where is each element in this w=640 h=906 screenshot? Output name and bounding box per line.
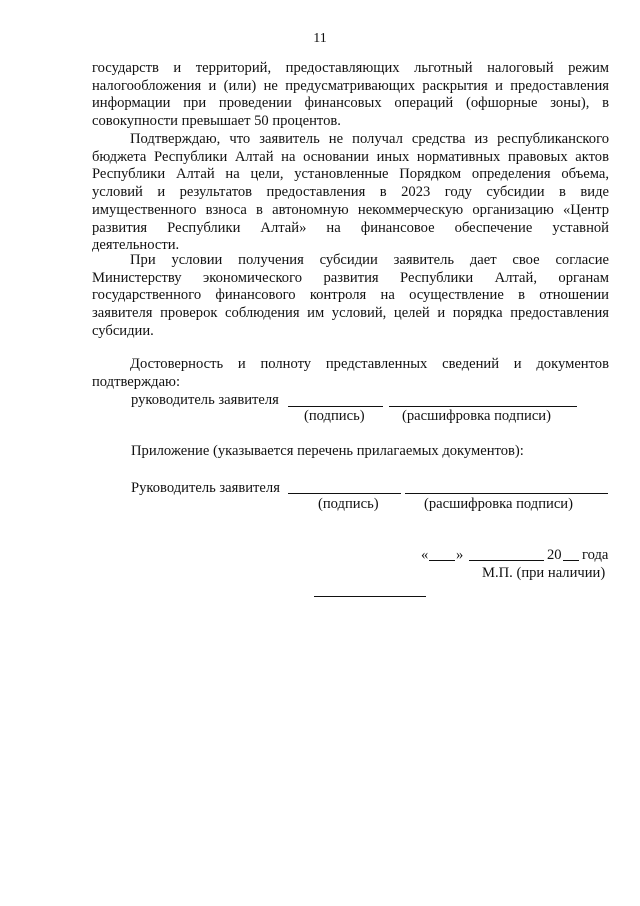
signature1-caption-decoding: (расшифровка подписи) — [402, 408, 551, 424]
text-line: Достоверность и полноту представленных сведений и документов — [130, 356, 609, 372]
date-month-line — [469, 560, 544, 561]
text-line: Министерству экономического развития Республики Алтай, органам — [92, 269, 609, 286]
signature1-decoding-line — [389, 406, 577, 407]
text-line: подтверждаю: — [92, 373, 181, 390]
paragraph-accuracy — [92, 356, 609, 391]
text-line: заявителя проверок соблюдения им условий, целей и порядка предоставления — [92, 305, 609, 322]
text-line: государств и территорий, предоставляющих льготный налоговый режим — [92, 60, 609, 76]
stamp-note: М.П. (при наличии) — [482, 565, 606, 581]
attachment-text: Приложение (указывается перечень прилагаемых документов): — [131, 443, 524, 459]
signature2-caption-signature: (подпись) — [318, 496, 379, 512]
date-day-line — [429, 560, 455, 561]
signature1-label: руководитель заявителя — [131, 392, 279, 408]
text-line: развития Республики Алтай» на финансовое обеспечение уставной — [92, 219, 609, 236]
paragraph-consent — [92, 252, 609, 341]
text-line: бюджета Республики Алтай на основании иных нормативных правовых актов — [92, 148, 609, 165]
text-line: деятельности. — [92, 237, 180, 254]
text-line: Подтверждаю, что заявитель не получал средства из республиканского — [130, 131, 609, 147]
text-line: При условии получения субсидии заявитель дает свое согласие — [130, 252, 609, 268]
date-close-quote: » — [456, 547, 464, 563]
text-line: государственного финансового контроля на осуществление в отношении — [92, 287, 609, 304]
page-number: 11 — [313, 31, 327, 46]
signature1-signature-line — [288, 406, 383, 407]
paragraph-offshore — [92, 60, 609, 131]
text-line: имущественного взноса в автономную некоммерческую организацию «Центр — [92, 201, 609, 218]
signature2-signature-line — [288, 493, 401, 494]
date-year-prefix: 20 — [547, 547, 562, 563]
signature2-decoding-line — [405, 493, 608, 494]
signature1-caption-signature: (подпись) — [304, 408, 365, 424]
date-year-line — [563, 560, 579, 561]
date-open-quote: « — [421, 547, 429, 563]
text-line: Республики Алтай на цели, установленные Порядком определения объема, — [92, 166, 609, 183]
text-line: совокупности превышает 50 процентов. — [92, 113, 341, 130]
text-line: налогообложения и (или) не предусматривающих раскрытия и предоставления — [92, 77, 609, 94]
date-year-suffix: года — [582, 547, 609, 563]
text-line: условий и результатов предоставления в 2023 году субсидии в виде — [92, 184, 609, 201]
closing-separator-line — [314, 596, 426, 597]
paragraph-confirmation — [92, 131, 609, 255]
text-line: информации при проведении финансовых операций (офшорные зоны), в — [92, 95, 609, 112]
signature2-caption-decoding: (расшифровка подписи) — [424, 496, 573, 512]
text-line: субсидии. — [92, 322, 154, 339]
signature2-label: Руководитель заявителя — [131, 480, 280, 496]
